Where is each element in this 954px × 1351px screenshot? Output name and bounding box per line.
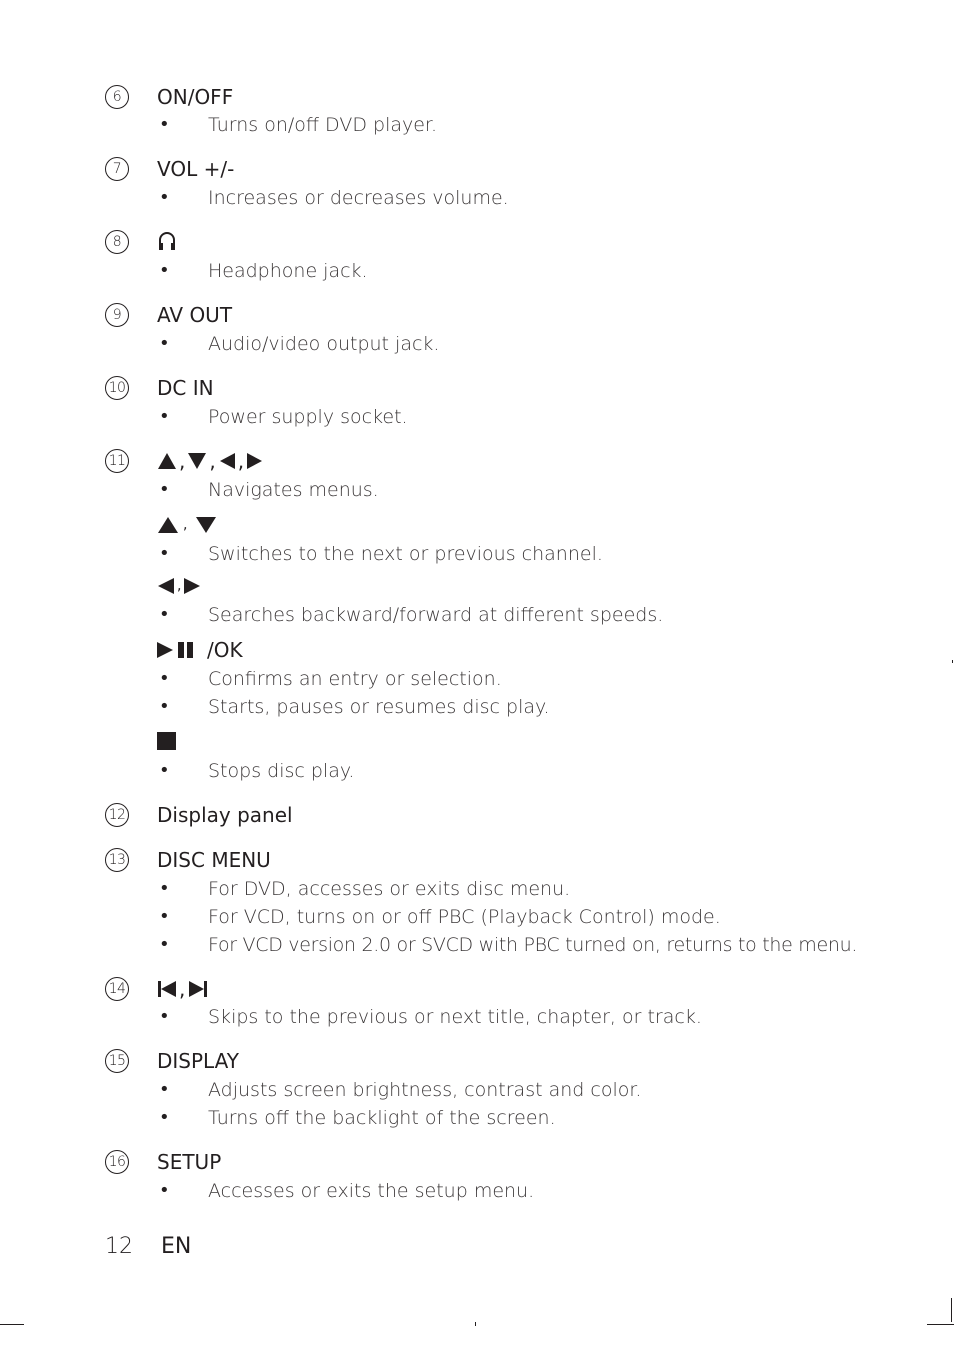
- item-desc: Adjusts screen brightness, contrast and color.: [208, 1079, 642, 1101]
- crop-mark: [475, 1322, 476, 1326]
- item-title-disc-menu: DISC MENU: [157, 848, 271, 872]
- item-desc: Confirms an entry or selection.: [208, 668, 502, 690]
- separator: ,: [179, 449, 186, 473]
- item-desc: Turns off the backlight of the screen.: [208, 1107, 556, 1129]
- left-arrow-icon: [157, 576, 175, 596]
- bullet: •: [159, 543, 170, 564]
- right-arrow-icon: [246, 451, 264, 471]
- up-arrow-icon: [157, 515, 179, 535]
- crop-mark: [951, 1298, 952, 1322]
- bullet: •: [159, 187, 170, 208]
- left-arrow-icon: [218, 451, 236, 471]
- item-desc: Starts, pauses or resumes disc play.: [208, 696, 550, 718]
- bullet: •: [159, 260, 170, 281]
- bullet: •: [159, 406, 170, 427]
- item-desc: For DVD, accesses or exits disc menu.: [208, 878, 571, 900]
- crop-mark: [0, 1324, 24, 1325]
- item-desc: Audio/video output jack.: [208, 333, 440, 355]
- item-desc: Searches backward/forward at different speeds.: [208, 604, 664, 626]
- stop-icon: [157, 730, 177, 750]
- item-desc: Stops disc play.: [208, 760, 355, 782]
- item-title-display: DISPLAY: [157, 1049, 240, 1073]
- item-number-12: 12: [105, 803, 129, 827]
- bullet: •: [159, 668, 170, 689]
- bullet: •: [159, 604, 170, 625]
- item-number-15: 15: [105, 1049, 129, 1073]
- bullet: •: [159, 1107, 170, 1128]
- item-desc: Power supply socket.: [208, 406, 408, 428]
- item-number-10: 10: [105, 376, 129, 400]
- item-desc: Navigates menus.: [208, 479, 379, 501]
- item-number-8: 8: [105, 230, 129, 254]
- bullet: •: [159, 878, 170, 899]
- play-pause-icon: [157, 640, 199, 660]
- item-desc: For VCD version 2.0 or SVCD with PBC turned on, returns to the menu.: [208, 934, 858, 956]
- item-desc: Turns on/off DVD player.: [208, 114, 438, 136]
- bullet: •: [159, 760, 170, 781]
- item-title-setup: SETUP: [157, 1150, 222, 1174]
- item-desc: For VCD, turns on or off PBC (Playback Control) mode.: [208, 906, 721, 928]
- bullet: •: [159, 479, 170, 500]
- separator: ,: [177, 578, 182, 594]
- item-title-dc-in: DC IN: [157, 376, 214, 400]
- item-number-7: 7: [105, 157, 129, 181]
- crop-mark: [952, 660, 953, 663]
- item-number-6: 6: [105, 85, 129, 109]
- item-desc: Headphone jack.: [208, 260, 368, 282]
- item-desc: Increases or decreases volume.: [208, 187, 509, 209]
- item-title-display-panel: Display panel: [157, 803, 293, 827]
- separator: ,: [179, 977, 186, 1001]
- headphone-icon: [157, 230, 177, 252]
- separator: ,: [209, 449, 216, 473]
- right-arrow-icon: [183, 576, 201, 596]
- up-arrow-icon: [157, 451, 177, 471]
- bullet: •: [159, 114, 170, 135]
- bullet: •: [159, 1180, 170, 1201]
- item-desc: Switches to the next or previous channel.: [208, 543, 603, 565]
- bullet: •: [159, 934, 170, 955]
- up-down-arrows: [157, 513, 217, 537]
- item-title-vol: VOL +/-: [157, 157, 235, 181]
- separator: ,: [237, 449, 245, 473]
- down-arrow-icon: [187, 451, 207, 471]
- page-number: 12: [105, 1234, 133, 1259]
- item-title-on-off: ON/OFF: [157, 85, 234, 109]
- item-desc: Skips to the previous or next title, chapter, or track.: [208, 1006, 702, 1028]
- crop-mark: [927, 1324, 954, 1325]
- item-desc: Accesses or exits the setup menu.: [208, 1180, 535, 1202]
- ok-label: /OK: [207, 638, 243, 662]
- bullet: •: [159, 333, 170, 354]
- item-number-11: 11: [105, 449, 129, 473]
- item-number-13: 13: [105, 848, 129, 872]
- next-icon: [187, 979, 209, 999]
- item-number-16: 16: [105, 1150, 129, 1174]
- bullet: •: [159, 1006, 170, 1027]
- item-number-14: 14: [105, 977, 129, 1001]
- bullet: •: [159, 906, 170, 927]
- separator: ,: [183, 517, 188, 533]
- play-pause-ok: [157, 638, 243, 662]
- item-title-av-out: AV OUT: [157, 303, 233, 327]
- nav-arrows: [157, 449, 264, 473]
- down-arrow-icon: [195, 515, 217, 535]
- previous-icon: [157, 979, 177, 999]
- language-code: EN: [161, 1234, 192, 1259]
- item-number-9: 9: [105, 303, 129, 327]
- prev-next-icons: [157, 977, 209, 1001]
- bullet: •: [159, 696, 170, 717]
- bullet: •: [159, 1079, 170, 1100]
- left-right-arrows: [157, 574, 201, 598]
